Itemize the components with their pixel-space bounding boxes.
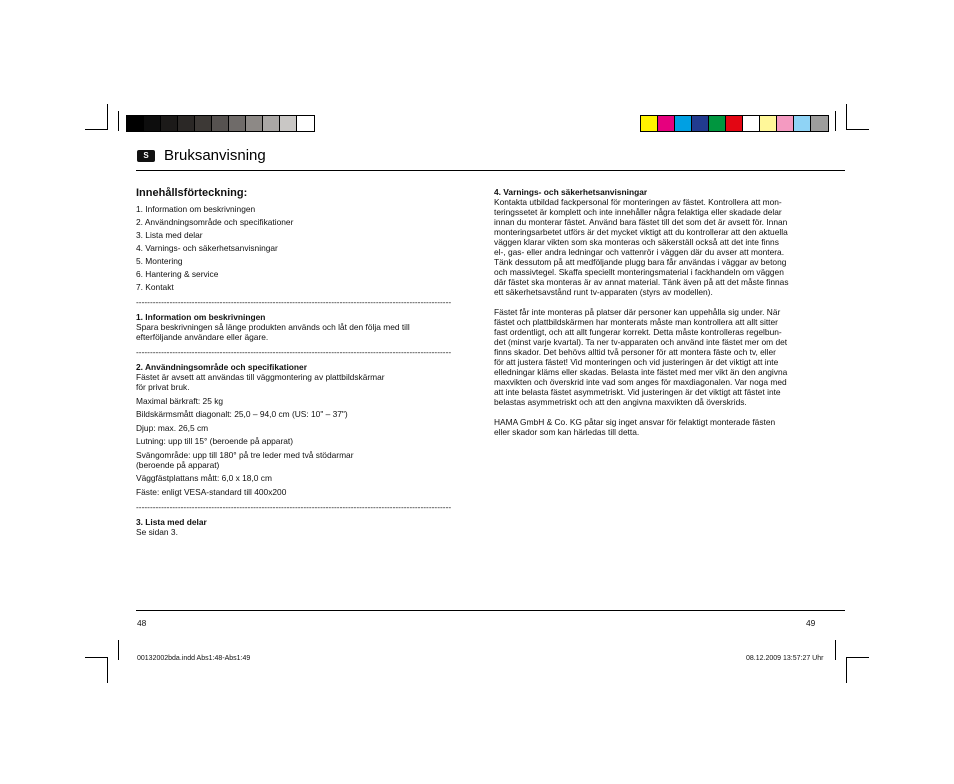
spec-item: Väggfästplattans mått: 6,0 x 18,0 cm (136, 473, 272, 483)
color-swatch (144, 116, 161, 131)
crop-mark (846, 657, 869, 658)
toc-item: 7. Kontakt (136, 282, 174, 292)
color-swatch (658, 116, 675, 131)
color-swatch (229, 116, 246, 131)
print-timestamp: 08.12.2009 13:57:27 Uhr (746, 655, 824, 662)
spec-item: Svängområde: upp till 180° på tre leder med två stödarmar (beroende på apparat) (136, 449, 354, 470)
section-title: 1. Information om beskrivningen (136, 312, 266, 322)
color-swatch (777, 116, 794, 131)
color-swatch (297, 116, 314, 131)
color-swatch (760, 116, 777, 131)
color-swatch (246, 116, 263, 131)
warning-paragraph: Fästet får inte monteras på platser där personer kan uppehålla sig under. När fästet och plattbildskärmen har monterats måste man kontrollera att allt sitter fast ordentligt, och att allt fungerar korrekt. Detta måste kontrolleras regelbun- det (minst varje kvartal). Ta ner tv-apparaten och använd inte fästet mer om det finns skador. Det behövs alltid två personer för att montera fäste och tv, eller för att justera fästet! Vid monteringen och vid justeringen är det viktigt att inte elledningar kläms eller skadas. Belasta inte fästet med mer vikt än den angivna maxvikten och överskrid inte vad som anges för maxdiagonalen. Var noga med att inte belasta fästet asymmetriskt. Vid justeringen är det viktigt att fästet inte belastas asymmetriskt och att den angivna maxvikten då överskrids. (494, 307, 788, 407)
file-info: 00132002bda.indd Abs1:48-Abs1:49 (137, 655, 251, 662)
process-color-bar (640, 115, 829, 132)
spec-item: Bildskärmsmått diagonalt: 25,0 – 94,0 cm (US: 10" – 37") (136, 409, 348, 419)
page-title: Bruksanvisning (164, 147, 266, 164)
toc-heading: Innehållsförteckning: (136, 187, 248, 199)
spec-item: Lutning: upp till 15° (beroende på apparat) (136, 436, 294, 446)
crop-mark (846, 104, 847, 130)
crop-mark (118, 640, 119, 660)
language-badge: S (137, 150, 155, 162)
color-swatch (280, 116, 297, 131)
crop-mark (835, 111, 836, 131)
warning-paragraph: Kontakta utbildad fackpersonal för monteringen av fästet. Kontrollera att mon- teringssetet är komplett och inte innehåller några felaktiga eller skadade delar innan du monterar fästet. Använd bara fästet till det som det är avsett för. Innan monteringsarbetet utförs är det mycket viktigt att du kontrollerar att den aktuella väggen klarar vikten som ska monteras och säkerställ också att det inte finns el-, gas- eller andra ledningar och vattenrör i väggen där du avser att montera. Tänk dessutom på att medföljande plugg bara får användas i väggar av betong och massivtegel. Skaffa speciellt monteringsmaterial i fackhandeln om väggen där fästet ska monteras är av annat material. Tänk även på att det måste finnas ett säkerhetsavstånd runt tv-apparaten (styrs av modellen). (494, 197, 789, 297)
color-swatch (675, 116, 692, 131)
header-rule (136, 170, 845, 171)
toc-item: 3. Lista med delar (136, 230, 203, 240)
footer-rule (136, 610, 845, 611)
crop-mark (846, 657, 847, 683)
color-swatch (726, 116, 743, 131)
toc-list (136, 204, 456, 292)
spec-item: Maximal bärkraft: 25 kg (136, 395, 224, 406)
toc-item: 6. Hantering & service (136, 269, 219, 279)
crop-mark (85, 657, 108, 658)
toc-item: 1. Information om beskrivningen (136, 204, 256, 214)
color-swatch (127, 116, 144, 131)
section-title: 4. Varnings- och säkerhetsanvisningar (494, 187, 648, 197)
color-swatch (161, 116, 178, 131)
spec-item: Djup: max. 26,5 cm (136, 422, 209, 433)
section-intro: Fästet är avsett att användas till väggmontering av plattbildskärmar för privat bruk. (136, 372, 385, 392)
color-swatch (811, 116, 828, 131)
crop-mark (846, 129, 869, 130)
dashed-divider: ----------------------------------------------------------------------------------------------------------------- (136, 298, 452, 306)
color-swatch (641, 116, 658, 131)
crop-mark (85, 129, 108, 130)
page-number-left: 48 (137, 618, 147, 628)
section-title: 3. Lista med delar (136, 516, 207, 527)
color-swatch (743, 116, 760, 131)
crop-mark (835, 640, 836, 660)
toc-item: 4. Varnings- och säkerhetsanvisningar (136, 243, 278, 253)
toc-item: 5. Montering (136, 256, 183, 266)
section-title: 2. Användningsområde och specifikationer (136, 362, 307, 372)
color-swatch (263, 116, 280, 131)
section-body: Se sidan 3. (136, 526, 178, 537)
color-swatch (178, 116, 195, 131)
color-swatch (794, 116, 811, 131)
color-swatch (195, 116, 212, 131)
section-body: Spara beskrivningen så länge produkten används och låt den följa med till efterföljande användare eller ägare. (136, 322, 410, 342)
disclaimer-paragraph: HAMA GmbH & Co. KG påtar sig inget ansvar för felaktigt monterade fästen eller skador som kan härledas till detta. (494, 417, 776, 437)
left-column (136, 187, 456, 540)
dashed-divider: ----------------------------------------------------------------------------------------------------------------- (136, 502, 452, 511)
color-swatch (692, 116, 709, 131)
crop-mark (107, 104, 108, 130)
crop-mark (107, 657, 108, 683)
right-column (494, 187, 829, 447)
page-number-right: 49 (806, 618, 816, 628)
spec-item: Fäste: enligt VESA-standard till 400x200 (136, 486, 287, 497)
color-swatch (212, 116, 229, 131)
crop-mark (118, 111, 119, 131)
toc-item: 2. Användningsområde och specifikationer (136, 217, 294, 227)
dashed-divider: ----------------------------------------------------------------------------------------------------------------- (136, 348, 452, 356)
grayscale-color-bar (126, 115, 315, 132)
color-swatch (709, 116, 726, 131)
